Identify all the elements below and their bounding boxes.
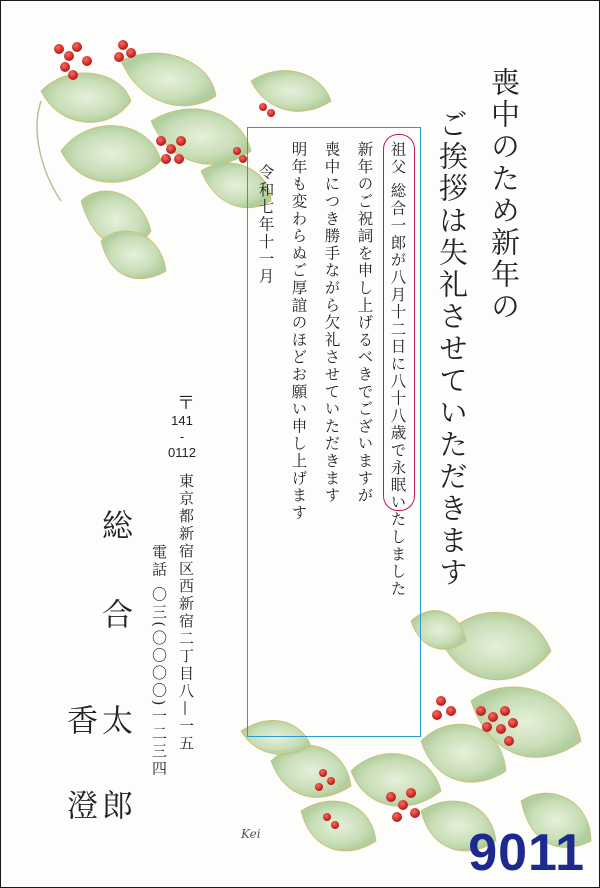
postal-code-block bbox=[165, 413, 199, 461]
given-name-2-char-1: 太 bbox=[96, 704, 132, 735]
greeting-line-1: 喪中のため新年の bbox=[487, 67, 521, 323]
postal-code-dash: - bbox=[179, 429, 185, 444]
sender-phone: 電話 〇三(〇〇〇〇)一二三四 bbox=[150, 544, 168, 778]
sender-address: 東京都新宿区西新宿二丁目八—一五 bbox=[177, 473, 195, 753]
artist-signature: Kei bbox=[241, 827, 261, 841]
postal-mark: 〒 bbox=[174, 393, 195, 411]
given-name-1-char-1: 香 bbox=[61, 704, 97, 735]
family-name-char-1: 総 bbox=[96, 509, 132, 540]
body-line-2: 新年のご祝詞を申し上げるべきでございますが bbox=[355, 141, 374, 505]
postal-code-2: 0112 bbox=[168, 445, 196, 460]
body-line-1: 祖父 総合一郎が八月十二日に八十八歳で永眠いたしました bbox=[388, 141, 407, 598]
body-line-5: 令和七年十一月 bbox=[256, 164, 275, 286]
given-name-2-char-2: 郎 bbox=[96, 789, 132, 820]
body-line-4: 明年も変わらぬご厚誼のほどお願い申し上げます bbox=[289, 141, 308, 522]
body-line-3: 喪中につき勝手ながら欠礼させていただきます bbox=[322, 141, 341, 505]
postal-code-1: 141 bbox=[171, 413, 193, 428]
family-name-char-2: 合 bbox=[96, 598, 132, 629]
greeting-line-2: ご挨拶は失礼させていただきます bbox=[435, 109, 469, 589]
product-code: 9011 bbox=[468, 824, 585, 882]
given-name-1-char-2: 澄 bbox=[61, 789, 97, 820]
